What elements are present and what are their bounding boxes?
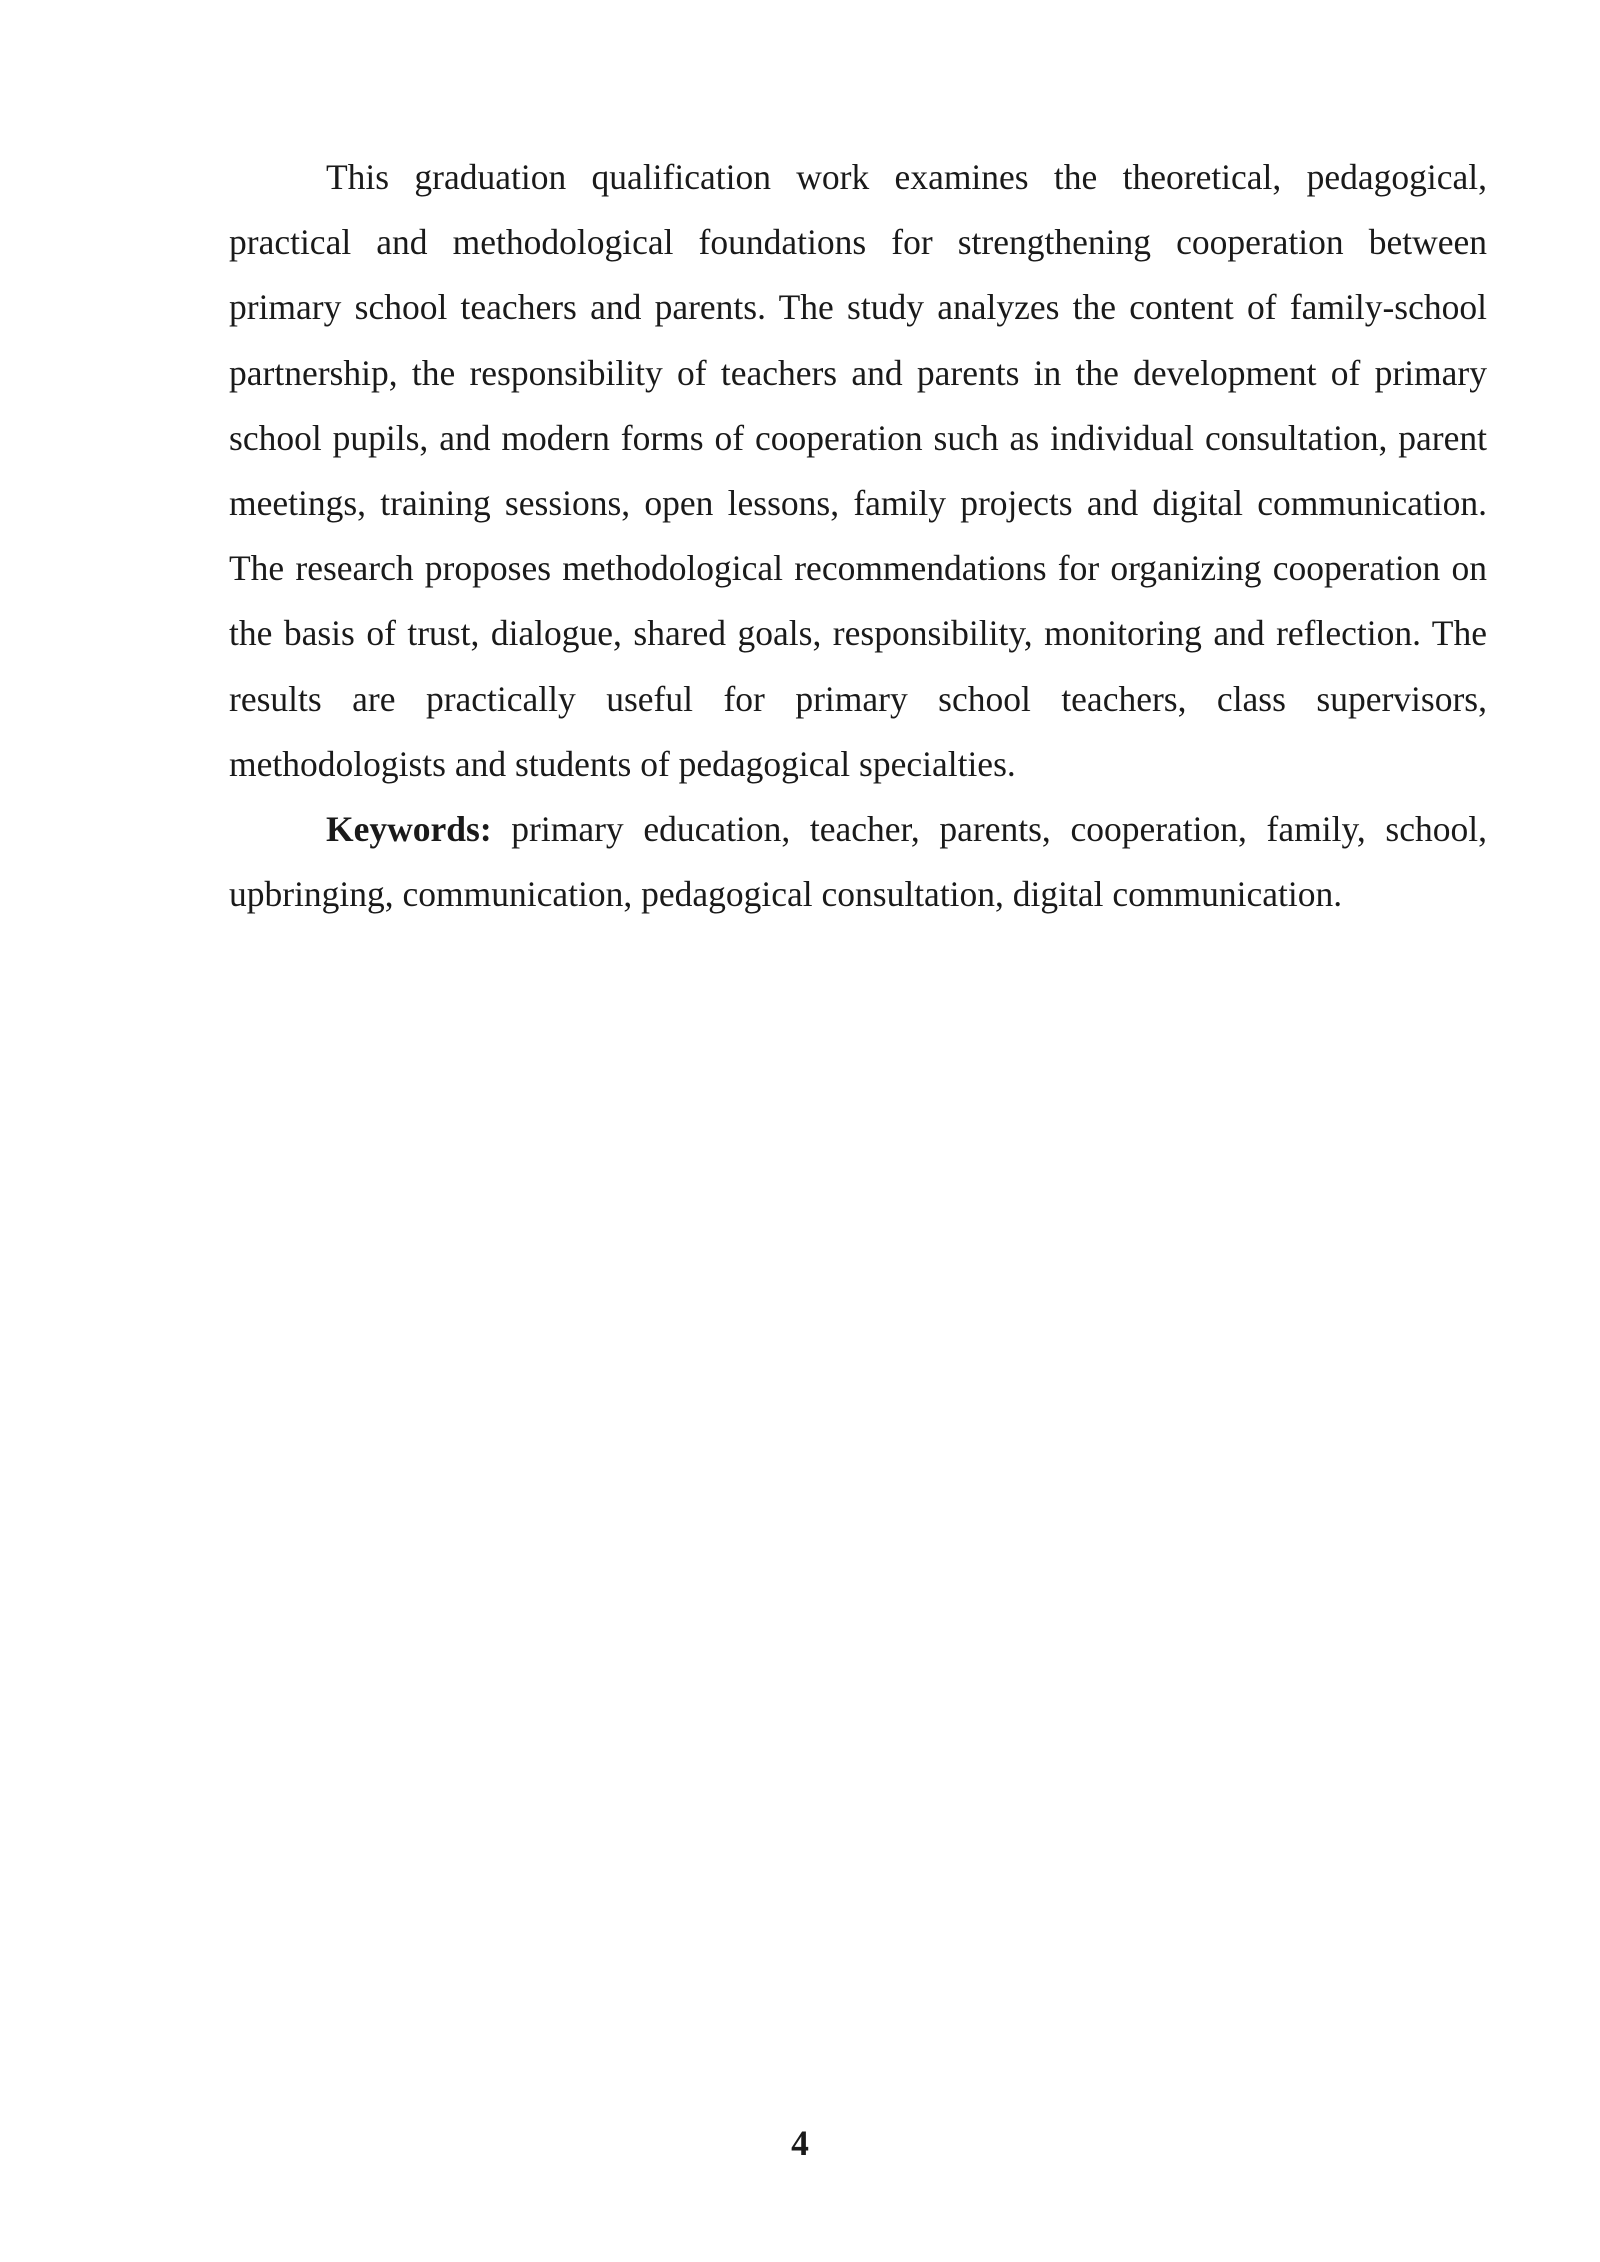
abstract-paragraph: This graduation qualification work examines the theoretical, pedagogical, practical and methodological foundations for strengthening cooperation between primary school teachers and parents. The study analyzes the content of family-school partnership, the responsibility of teachers and parents in the development of primary school pupils, and modern forms of cooperation such as individual consultation, parent meetings, training sessions, open lessons, family projects and digital communication. The research proposes methodological recommendations for organizing cooperation on the basis of trust, dialogue, shared goals, responsibility, monitoring and reflection. The results are practically useful for primary school teachers, class supervisors, methodologists and students of pedagogical specialties. (229, 157, 1487, 784)
page-content (229, 145, 1487, 927)
keywords-label: Keywords: (326, 809, 492, 850)
page-number: 4 (791, 2123, 809, 2163)
keywords-paragraph (229, 797, 1487, 927)
keywords-text: primary education, teacher, parents, cooperation, family, school, upbringing, communication, pedagogical consultation, digital communication. (229, 809, 1487, 915)
